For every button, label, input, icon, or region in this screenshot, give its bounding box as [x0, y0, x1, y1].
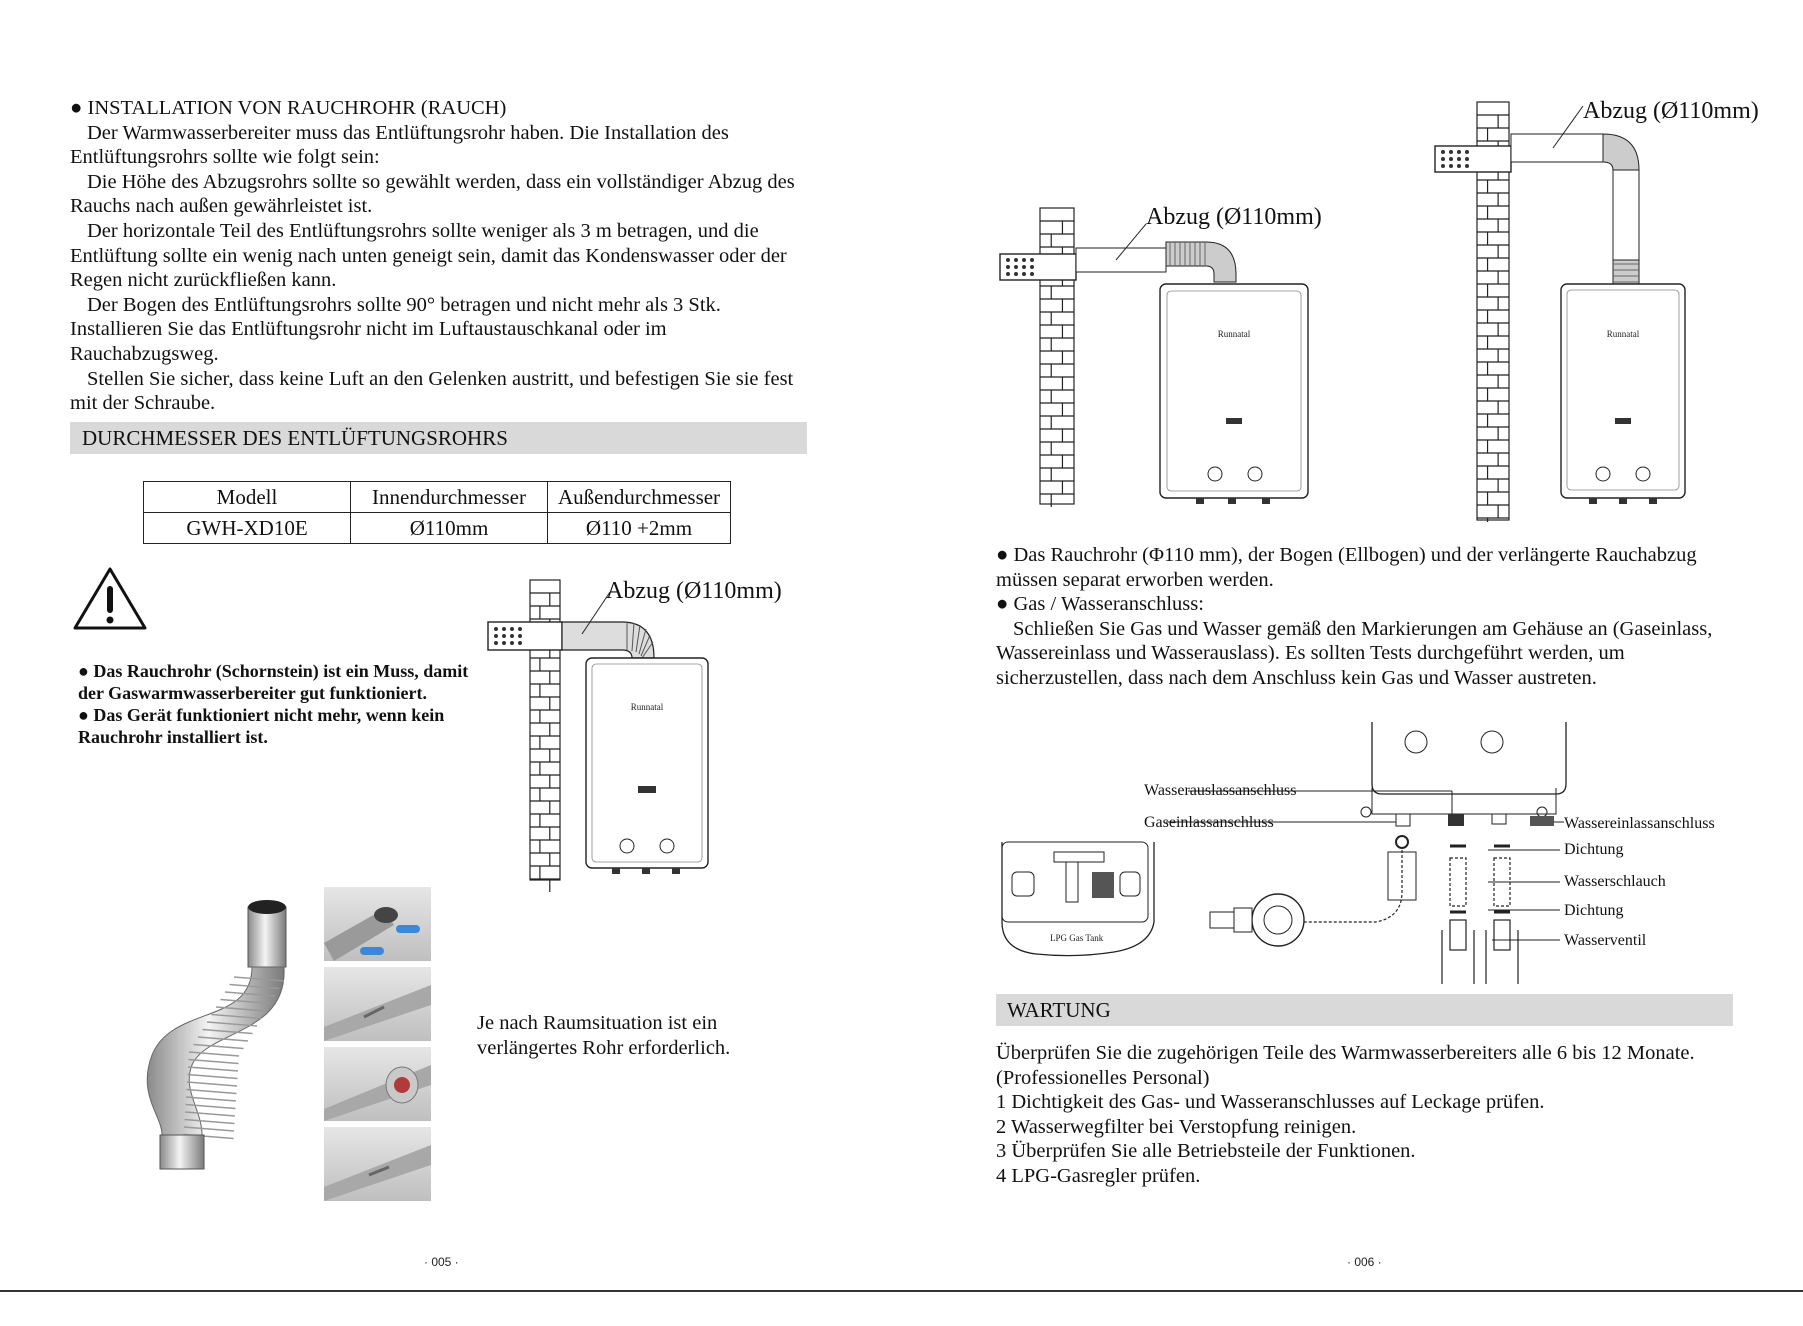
pipe-top-sleeve	[248, 907, 286, 967]
water-heater-body	[586, 658, 708, 868]
lpg-tank-collar	[1002, 842, 1148, 922]
table-header: Innendurchmesser	[351, 482, 548, 513]
table-header: Modell	[144, 482, 351, 513]
label-water-valve: Wasserventil	[1564, 932, 1647, 949]
heater-display	[1615, 418, 1631, 424]
install-paragraph: Die Höhe des Abzugsrohrs sollte so gewählt werden, dass ein vollständiger Abzug des Rauchs nach außen gewährleistet ist.	[70, 170, 795, 218]
maintenance-item: 1 Dichtigkeit des Gas- und Wasseranschlusses auf Leckage prüfen.	[996, 1091, 1545, 1114]
purchase-note: ● Das Rauchrohr (Φ110 mm), der Bogen (Ellbogen) und der verlängerte Rauchabzug müssen separat erworben werden.	[996, 544, 1697, 591]
gas-paragraph: Schließen Sie Gas und Wasser gemäß den Markierungen am Gehäuse an (Gaseinlass, Wassereinlass und Wasserauslass). Es sollten Tests durchgeführt werden, um sicherzustellen, dass nach dem Anschluss kein Gas und Wasser austreten.	[996, 617, 1713, 689]
gas-heading: ● Gas / Wasseranschluss:	[996, 593, 1204, 616]
inlet-nut	[1530, 816, 1554, 826]
gas-inlet-fitting	[1396, 814, 1410, 826]
pipe-photo-strip	[324, 887, 431, 1206]
gas-hose	[1296, 850, 1402, 922]
water-outlet-fitting	[1448, 814, 1464, 826]
bottom-rule	[0, 1290, 1803, 1326]
diameter-table	[143, 481, 731, 544]
flexible-pipe-illustration	[112, 885, 312, 1175]
vent-pipe-vertical	[1613, 170, 1639, 260]
pipe-opening	[248, 900, 286, 914]
vent-pipe-horizontal	[1435, 146, 1511, 172]
vent-pipe-horizontal	[488, 622, 562, 650]
table-cell: GWH-XD10E	[144, 513, 351, 544]
vent-pipe-straight	[1076, 248, 1166, 272]
horizontal-vent-illustration	[996, 200, 1336, 520]
install-paragraph: Der horizontale Teil des Entlüftungsrohrs sollte weniger als 3 m betragen, und die Entlüftung sollte ein wenig nach unten geneigt sein, damit das Kondenswasser oder der Regen nicht zurückfließen kann.	[70, 219, 787, 292]
pipe-flex-section	[147, 967, 284, 1135]
warning-triangle-icon	[72, 566, 148, 632]
pipe-bottom-sleeve	[160, 1135, 204, 1169]
heater-display	[1226, 418, 1242, 424]
table-header-row	[144, 482, 731, 513]
table-row	[144, 513, 731, 544]
install-section	[70, 96, 810, 416]
brick-wall	[1040, 208, 1074, 504]
extension-caption: Je nach Raumsituation ist ein verlängertes Rohr erforderlich.	[477, 1012, 731, 1059]
water-hoses	[1442, 846, 1518, 984]
label-seal-2: Dichtung	[1564, 902, 1624, 919]
photo-thumb	[324, 967, 431, 1041]
diameter-section-title: DURCHMESSER DES ENTLÜFTUNGSROHRS	[70, 422, 807, 454]
heater-connectors	[1589, 498, 1657, 504]
abzug-label: Abzug (Ø110mm)	[1583, 98, 1759, 124]
install-paragraph: Der Bogen des Entlüftungsrohrs sollte 90° betragen und nicht mehr als 3 Stk. Installieren Sie das Entlüftungsrohr nicht im Luftaustauschkanal oder im Rauchabzugsweg.	[70, 293, 721, 365]
label-water-inlet: Wassereinlassanschluss	[1564, 815, 1715, 832]
abzug-label: Abzug (Ø110mm)	[1146, 204, 1322, 230]
maintenance-item: 3 Überprüfen Sie alle Betriebsteile der Funktionen.	[996, 1140, 1416, 1163]
maintenance-block	[996, 1041, 1756, 1189]
heater-brand: Runnatal	[630, 702, 664, 712]
label-gas-inlet: Gaseinlassanschluss	[1144, 814, 1274, 831]
maintenance-item: 4 LPG-Gasregler prüfen.	[996, 1164, 1201, 1187]
tank-valve-handle	[1092, 872, 1114, 898]
right-text-block	[996, 543, 1756, 691]
connection-diagram	[996, 722, 1776, 984]
install-paragraph: Der Warmwasserbereiter muss das Entlüftungsrohr haben. Die Installation des Entlüftungsrohrs sollte wie folgt sein:	[70, 121, 729, 169]
photo-thumb	[324, 1047, 431, 1121]
chimney-heater-illustration	[482, 572, 792, 892]
maintenance-note: (Professionelles Personal)	[996, 1066, 1210, 1089]
label-seal-1: Dichtung	[1564, 841, 1624, 858]
warning-text	[78, 660, 473, 748]
photo-thumb	[324, 1127, 431, 1201]
heater-brand: Runnatal	[1606, 329, 1640, 339]
vent-elbow	[1603, 134, 1639, 170]
vertical-vent-illustration	[1433, 96, 1773, 522]
label-lpg-tank: LPG Gas Tank	[1050, 933, 1104, 943]
warning-line: ● Das Rauchrohr (Schornstein) ist ein Muss, damit der Gaswarmwasserbereiter gut funktioniert.	[78, 661, 469, 703]
gas-seal-ring	[1396, 836, 1408, 848]
vent-elbow	[562, 622, 654, 658]
photo-thumb	[324, 887, 431, 961]
page-number: · 005 ·	[424, 1255, 459, 1269]
install-heading: ● INSTALLATION VON RAUCHROHR (RAUCH)	[70, 97, 507, 119]
heater-display	[638, 786, 656, 793]
maintenance-section-title: WARTUNG	[996, 994, 1733, 1026]
install-paragraph: Stellen Sie sicher, dass keine Luft an den Gelenken austritt, und befestigen Sie sie fest mit der Schraube.	[70, 367, 794, 415]
page-right	[900, 0, 1803, 1290]
heater-brand: Runnatal	[1217, 329, 1251, 339]
warning-line: ● Das Gerät funktioniert nicht mehr, wenn kein Rauchrohr installiert ist.	[78, 705, 445, 747]
vent-flex-elbow	[1166, 242, 1236, 282]
page-left	[0, 0, 900, 1290]
heater-connectors	[612, 868, 680, 874]
table-header: Außendurchmesser	[548, 482, 731, 513]
water-inlet-fitting	[1492, 814, 1506, 824]
vent-pipe-straight	[1511, 134, 1603, 162]
maintenance-item: 2 Wasserwegfilter bei Verstopfung reinigen.	[996, 1115, 1357, 1138]
water-heater-body	[1561, 284, 1685, 498]
water-heater-body	[1160, 284, 1308, 498]
heater-bottom	[1372, 722, 1566, 794]
table-cell: Ø110mm	[351, 513, 548, 544]
vent-pipe-horizontal	[1000, 254, 1076, 280]
gas-regulator-icon	[1252, 894, 1304, 946]
maintenance-intro: Überprüfen Sie die zugehörigen Teile des Warmwasserbereiters alle 6 bis 12 Monate.	[996, 1042, 1695, 1064]
label-water-hose: Wasserschlauch	[1564, 873, 1666, 890]
abzug-label: Abzug (Ø110mm)	[606, 578, 782, 604]
regulator-valve	[1234, 908, 1252, 932]
label-water-outlet: Wasserauslassanschluss	[1144, 782, 1297, 799]
page-number: · 006 ·	[1347, 1255, 1382, 1269]
table-cell: Ø110 +2mm	[548, 513, 731, 544]
tank-valve	[1054, 852, 1104, 862]
heater-connectors	[1196, 498, 1270, 504]
